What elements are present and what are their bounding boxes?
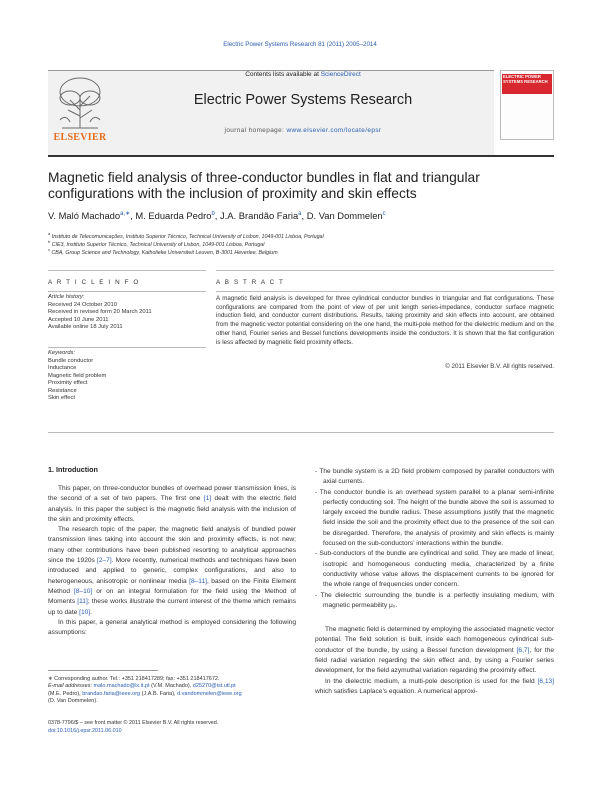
email-owner: (V.M. Machado), (149, 683, 193, 690)
journal-header-band (48, 70, 494, 155)
affiliation-mark: b (48, 239, 51, 244)
front-matter-bottom-rule (48, 432, 554, 433)
paragraph (48, 525, 296, 618)
text: . (90, 608, 93, 616)
email-link[interactable]: d.vandommelen@ieee.org (177, 690, 242, 697)
paragraph (315, 677, 554, 698)
text: dealt with the electric field analysis. In this paper the subject is the magnetic field analysis with the inclusion of the skin and proximity effects. (48, 495, 296, 523)
author-name: J.A. Brandão Faria (220, 210, 299, 222)
email-label: E-mail addresses: (48, 683, 94, 690)
paragraph (315, 625, 554, 676)
journal-reference[interactable]: Electric Power Systems Research 81 (2011) 2005–2014 (223, 41, 377, 48)
header-divider (48, 155, 554, 157)
article-history (48, 294, 206, 332)
keyword: Proximity effect (48, 380, 88, 386)
assumption-item: - The bundle system is a 2D field problem composed by parallel conductors with axial currents. (315, 468, 554, 486)
affiliation-text: Instituto de Telecomunicações, Instituto Superior Técnico, Technical University of Lisbon, 1049-001 Lisboa, Portugal (51, 233, 324, 240)
paragraph (48, 484, 296, 525)
affiliation-mark: a (48, 231, 51, 236)
footnote-rule (48, 670, 158, 671)
homepage-link[interactable]: www.elsevier.com/locate/epsr (286, 127, 382, 134)
publisher-name: ELSEVIER (53, 132, 107, 143)
section-heading-introduction: 1. Introduction (48, 465, 98, 474)
citation-link[interactable]: [6,13] (537, 677, 554, 685)
text: which satisfies Laplace’s equation. A numerical approxi- (315, 687, 478, 695)
email-owner: (D. Van Dommelen). (48, 698, 98, 705)
doi-link[interactable]: doi:10.1016/j.epsr.2011.06.010 (48, 727, 122, 734)
citation-link[interactable]: [8–11] (189, 577, 207, 585)
keyword: Magnetic field problem (48, 372, 107, 379)
author-name: V. Maló Machado (48, 210, 121, 222)
text: In the dielectric medium, a multi-pole description is used for the field (325, 677, 538, 685)
text: , for the field radial variation regarding the skin effect and, by using a Fourier series development, for the field azymuthal variation regarding the proximity effect. (315, 646, 554, 675)
right-column-body (315, 467, 554, 697)
citation-link[interactable]: [6,7] (516, 646, 530, 654)
email-link[interactable]: brandao.faria@ieee.org (82, 690, 141, 697)
elsevier-tree-logo (48, 70, 112, 140)
citation-link[interactable]: [1] (203, 495, 212, 503)
assumption-list (315, 467, 554, 611)
assumption-item: - Sub-conductors of the bundle are cylindrical and solid. They are made of linear, isotropic and homogeneous conducting media, characterized by a finite conductivity whose value allows the displacement currents to be ignored for the whole range of frequencies under concern. (315, 550, 554, 589)
assumption-item: - The conductor bundle is an overhead system parallel to a planar semi-infinite perfectly conducting soil. The height of the bundle above the soil is assumed to largely exceed the bundle radius. These assumptions justify that the magnetic field inside the soil and the proximity effect due to the presence of the soil can be disregarded. Therefore, the analysis of proximity and skin effects is mainly focused on the sub-conductors’ interactions within the bundle. (315, 488, 554, 548)
keyword: Resistance (48, 387, 77, 394)
cover-title: ELECTRIC POWER SYSTEMS RESEARCH (503, 74, 548, 84)
email-link[interactable]: d25270@ist.utl.pt (192, 683, 236, 690)
journal-title: Electric Power Systems Research (193, 92, 413, 108)
journal-homepage (112, 127, 494, 134)
keyword: Bundle conductor (48, 357, 94, 364)
abstract-heading: A B S T R A C T (216, 279, 285, 286)
citation-link[interactable]: [11] (77, 598, 88, 606)
author-affiliation-mark[interactable]: b (211, 211, 215, 217)
author-affiliation-mark[interactable]: c (382, 211, 386, 217)
keywords-divider (48, 347, 206, 348)
corresponding-author-note: ∗ Corresponding author. Tel.: +351 218417289; fax: +351 218417672. (48, 676, 220, 682)
introduction-body (48, 484, 296, 638)
keyword: Inductance (48, 365, 77, 371)
issn-doi-block (48, 720, 308, 735)
history-label: Article history: (48, 294, 85, 300)
history-entry: Received 24 October 2010 (48, 301, 117, 308)
paragraph: In this paper, a general analytical method is employed considering the following assumptions: (48, 618, 296, 637)
text: or on an integral formulation for the field using the Method of Moments (48, 587, 297, 606)
contents-line (112, 70, 494, 79)
text: The magnetic field is determined by employing the associated magnetic vector potential. The field solution is built, inside each homogeneous cylindrical sub-conductor of the bundle, by using a Bessel function development (315, 626, 554, 654)
footnotes (48, 676, 298, 706)
abstract-text: A magnetic field analysis is developed for three cylindrical conductor bundles in triangular and flat configurations. These configurations are compared from the point of view of per unit length series-impedance, conductor surface magnetic induction field, and conductor current distributions. Results, taking proximity and skin effects into account, are obtained from the magnetic vector potential considering on the one hand, the multi-pole method for the dielectric medium and on the other hand, Fourier series and Bessel functions developments inside the conductors. It is shown that the flat configuration is less affected by magnetic field proximity effects. (216, 295, 554, 346)
info-divider (48, 291, 206, 292)
affiliation-text: CBA, Group Science and Technology, Katholieke Universiteit Leuven, B-3001 Heverlee, Belgium (51, 249, 278, 256)
author-name: D. Van Dommelen (306, 210, 383, 222)
affiliation-mark: c (48, 247, 50, 252)
assumption-item: - The dielectric surrounding the bundle is a perfectly insulating medium, with magnetic permeability μ₀. (315, 591, 554, 609)
keywords-label: Keywords: (48, 350, 76, 356)
author-name: M. Eduarda Pedro (135, 210, 212, 222)
contents-prefix: Contents lists available at (245, 71, 321, 78)
author-affiliation-mark[interactable]: a (298, 211, 302, 217)
keyword: Skin effect (48, 395, 75, 401)
text: ; these works illustrate the current interest of the theme which remains up to date (48, 598, 297, 616)
affiliation (48, 246, 554, 257)
text: The research topic of the paper, the magnetic field analysis of bundled power transmission lines taking into account the skin and proximity effects, is not new; many other contributions have been published resorting to analytical approaches since the 1920s (48, 526, 296, 565)
author-affiliation-mark[interactable]: a,∗ (120, 211, 131, 217)
email-link[interactable]: malo.machado@lx.it.pt (93, 683, 150, 690)
email-owner: (J.A.B. Faria), (140, 690, 178, 697)
history-entry: Received in revised form 20 March 2011 (48, 309, 152, 315)
abstract-top-rule (216, 270, 554, 271)
article-title: Magnetic field analysis of three-conductor bundles in flat and triangular configurations with the inclusion of proximity and skin effects (48, 170, 480, 201)
citation-link[interactable]: [8–10] (73, 587, 93, 595)
citation-link[interactable]: [10] (79, 608, 91, 616)
info-top-rule (48, 270, 206, 271)
history-entry: Accepted 10 June 2011 (48, 316, 109, 323)
history-entry: Available online 18 July 2011 (48, 324, 123, 330)
citation-link[interactable]: [2–7] (97, 557, 112, 565)
text: , based on the Finite Element Method (48, 577, 296, 595)
text: . More recently, numerical methods and techniques have been introduced and applied to generic, complex configurations, and also to heterogeneous, anisotropic or nonlinear media (48, 557, 296, 585)
author-list: V. Maló Machado$^{a,∗}$, M. Eduarda Pedro$^b$, J.A. Brandão Faria$^a$, D. Van Dommelen$^c$ (48, 210, 386, 222)
abstract-divider (216, 291, 554, 292)
affiliation-text: CIE3, Instituto Superior Técnico, Technical University of Lisbon, 1049-001 Lisboa, Portugal (51, 241, 265, 248)
email-owner: (M.E. Pedro), (48, 690, 83, 697)
copyright-notice: © 2011 Elsevier B.V. All rights reserved. (445, 363, 554, 370)
sciencedirect-link[interactable]: ScienceDirect (320, 71, 361, 78)
homepage-prefix: journal homepage: (224, 127, 287, 134)
issn-line: 0378-7796/$ – see front matter © 2011 Elsevier B.V. All rights reserved. (48, 720, 219, 726)
article-info-heading: A R T I C L E I N F O (48, 279, 140, 286)
text: This paper, on three-conductor bundles of overhead power transmission lines, is the second of a set of two papers. The first one (48, 485, 296, 503)
keywords (48, 350, 206, 403)
email-addresses (48, 683, 298, 705)
